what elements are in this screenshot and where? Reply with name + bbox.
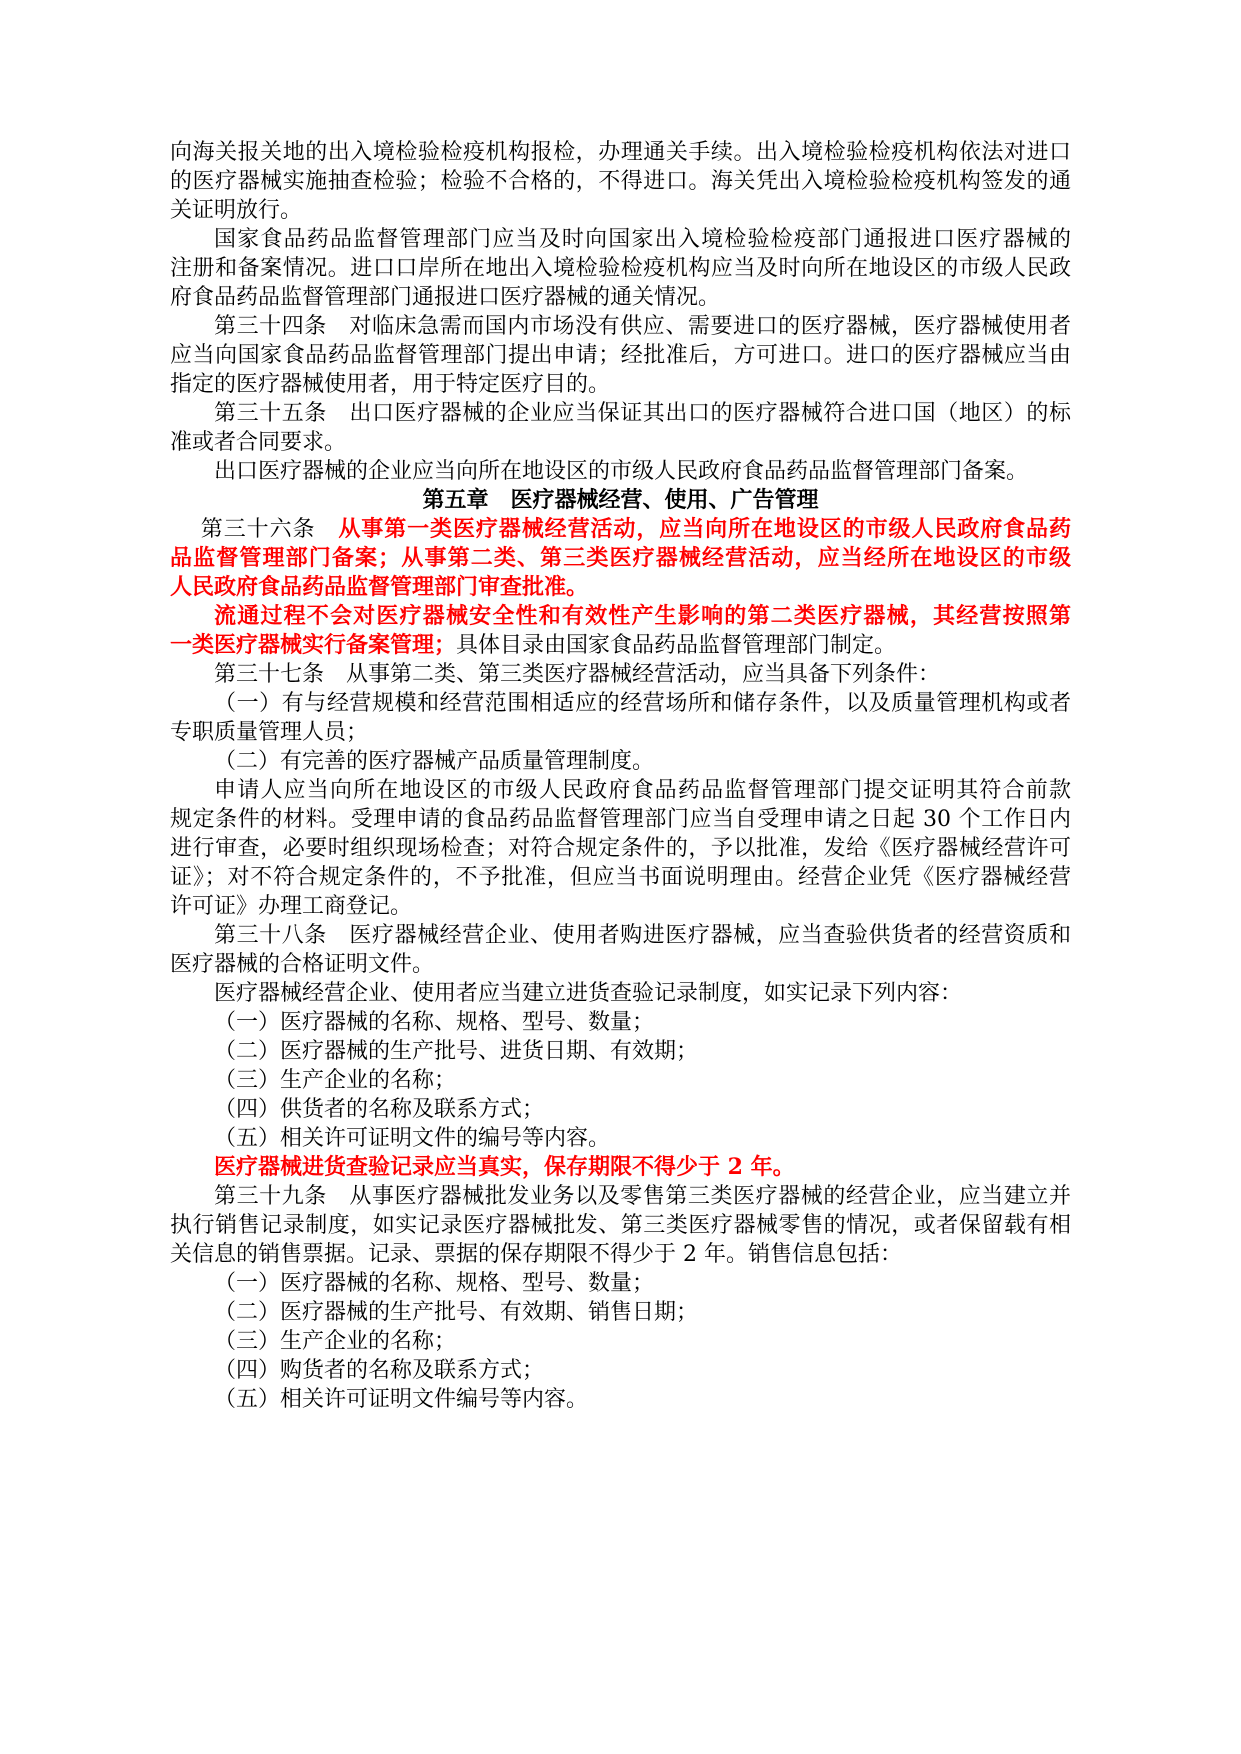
heading-text: 第五章 医疗器械经营、使用、广告管理: [422, 487, 819, 513]
text-run: （一）医疗器械的名称、规格、型号、数量；: [214, 1271, 655, 1296]
document-page: [170, 138, 1071, 1414]
text-run: 出口医疗器械的企业应当向所在地设区的市级人民政府食品药品监督管理部门备案。: [214, 459, 1029, 484]
text-run: （五）相关许可证明文件编号等内容。: [214, 1387, 589, 1412]
text-line: [170, 921, 1071, 950]
text-run: 向海关报关地的出入境检验检疫机构报检，办理通关手续。出入境检验检疫机构依法对进口: [170, 140, 1071, 165]
text-line: [170, 834, 1071, 863]
text-run: （四）购货者的名称及联系方式；: [214, 1358, 545, 1383]
text-line: [170, 1037, 1071, 1066]
text-run: 医疗器械的合格证明文件。: [170, 952, 435, 977]
text-line: [170, 1356, 1071, 1385]
text-line: [170, 573, 1071, 602]
highlighted-text-run: 人民政府食品药品监督管理部门审查批准。: [170, 574, 589, 600]
highlighted-text-run: 医疗器械进货查验记录应当真实，保存期限不得少于 2 年。: [214, 1154, 795, 1180]
text-run: （四）供货者的名称及联系方式；: [214, 1097, 545, 1122]
text-line: [170, 660, 1071, 689]
list-item: [170, 1066, 1071, 1095]
text-line: [170, 1153, 1071, 1182]
highlighted-paragraph: [170, 1153, 1071, 1182]
text-line: [170, 254, 1071, 283]
text-line: [170, 1182, 1071, 1211]
text-line: [170, 399, 1071, 428]
text-line: [170, 602, 1071, 631]
paragraph: [170, 225, 1071, 312]
paragraph: [170, 776, 1071, 921]
text-run: 第三十九条 从事医疗器械批发业务以及零售第三类医疗器械的经营企业，应当建立并: [214, 1184, 1071, 1209]
list-item: [170, 1327, 1071, 1356]
text-line: [170, 950, 1071, 979]
paragraph: [170, 457, 1071, 486]
chapter-heading: [170, 486, 1071, 515]
article-35-paragraph: [170, 399, 1071, 457]
list-item: [170, 1356, 1071, 1385]
text-line: [170, 863, 1071, 892]
highlighted-text-run: 从事第一类医疗器械经营活动，应当向所在地设区的市级人民政府食品药: [338, 516, 1071, 542]
text-line: [170, 1385, 1071, 1414]
text-run: （二）医疗器械的生产批号、进货日期、有效期；: [214, 1039, 699, 1064]
text-run: 专职质量管理人员；: [170, 720, 369, 745]
text-run: 许可证》办理工商登记。: [170, 894, 413, 919]
text-run: 注册和备案情况。进口口岸所在地出入境检验检疫机构应当及时向所在地设区的市级人民政: [170, 256, 1071, 281]
text-run: 执行销售记录制度，如实记录医疗器械批发、第三类医疗器械零售的情况，或者保留载有相: [170, 1213, 1071, 1238]
text-run: 证》；对不符合规定条件的，不予批准，但应当书面说明理由。经营企业凭《医疗器械经营: [170, 865, 1071, 890]
text-run: 的医疗器械实施抽查检验；检验不合格的，不得进口。海关凭出入境检验检疫机构签发的通: [170, 169, 1071, 194]
text-line: [170, 428, 1071, 457]
list-item: [170, 1385, 1071, 1414]
text-run: （一）有与经营规模和经营范围相适应的经营场所和储存条件，以及质量管理机构或者: [214, 691, 1071, 716]
text-line: [170, 1240, 1071, 1269]
text-run: 申请人应当向所在地设区的市级人民政府食品药品监督管理部门提交证明其符合前款: [214, 778, 1071, 803]
text-line: [170, 1124, 1071, 1153]
text-run: 第三十六条: [200, 517, 339, 542]
article-36-paragraph: [170, 515, 1071, 602]
text-run: 第三十四条 对临床急需而国内市场没有供应、需要进口的医疗器械，医疗器械使用者: [214, 314, 1071, 339]
text-run: 具体目录由国家食品药品监督管理部门制定。: [456, 633, 897, 658]
text-line: [170, 718, 1071, 747]
text-run: 应当向国家食品药品监督管理部门提出申请；经批准后，方可进口。进口的医疗器械应当由: [170, 343, 1071, 368]
list-item: [170, 1124, 1071, 1153]
text-line: [170, 370, 1071, 399]
text-line: [170, 225, 1071, 254]
text-run: 进行审查，必要时组织现场检查；对符合规定条件的，予以批准，发给《医疗器械经营许可: [170, 836, 1071, 861]
text-line: [170, 341, 1071, 370]
text-line: [170, 1298, 1071, 1327]
text-line: [170, 805, 1071, 834]
text-run: 第三十五条 出口医疗器械的企业应当保证其出口的医疗器械符合进口国（地区）的标: [214, 401, 1071, 426]
text-line: [170, 283, 1071, 312]
article-34-paragraph: [170, 312, 1071, 399]
text-line: [170, 776, 1071, 805]
list-item: [170, 1008, 1071, 1037]
text-line: [170, 138, 1071, 167]
list-item: [170, 1095, 1071, 1124]
text-line: [170, 1008, 1071, 1037]
highlighted-text-run: 一类医疗器械实行备案管理；: [170, 632, 457, 658]
text-line: [170, 457, 1071, 486]
text-run: 准或者合同要求。: [170, 430, 347, 455]
text-run: 第三十八条 医疗器械经营企业、使用者购进医疗器械，应当查验供货者的经营资质和: [214, 923, 1071, 948]
text-line: [170, 1211, 1071, 1240]
text-line: [170, 1327, 1071, 1356]
text-line: [170, 515, 1071, 544]
text-line: [170, 979, 1071, 1008]
list-item: [170, 689, 1071, 747]
highlighted-text-run: 品监督管理部门备案；从事第二类、第三类医疗器械经营活动，应当经所在地设区的市级: [170, 545, 1071, 571]
text-line: [170, 544, 1071, 573]
text-run: （一）医疗器械的名称、规格、型号、数量；: [214, 1010, 655, 1035]
text-run: （五）相关许可证明文件的编号等内容。: [214, 1126, 611, 1151]
text-run: 关证明放行。: [170, 198, 303, 223]
text-run: 医疗器械经营企业、使用者应当建立进货查验记录制度，如实记录下列内容：: [214, 981, 963, 1006]
continuation-paragraph: [170, 138, 1071, 225]
list-item: [170, 747, 1071, 776]
text-run: （二）医疗器械的生产批号、有效期、销售日期；: [214, 1300, 699, 1325]
text-line: [170, 196, 1071, 225]
text-run: 指定的医疗器械使用者，用于特定医疗目的。: [170, 372, 611, 397]
text-line: [170, 167, 1071, 196]
text-line: [170, 631, 1071, 660]
text-run: 第三十七条 从事第二类、第三类医疗器械经营活动，应当具备下列条件：: [214, 662, 941, 687]
text-run: 国家食品药品监督管理部门应当及时向国家出入境检验检疫部门通报进口医疗器械的: [214, 227, 1071, 252]
text-run: 关信息的销售票据。记录、票据的保存期限不得少于 2 年。销售信息包括：: [170, 1242, 902, 1267]
text-line: [170, 747, 1071, 776]
paragraph: [170, 979, 1071, 1008]
paragraph: [170, 602, 1071, 660]
text-line: [170, 1066, 1071, 1095]
text-line: [170, 892, 1071, 921]
text-run: 规定条件的材料。受理申请的食品药品监督管理部门应当自受理申请之日起 30 个工作日内: [170, 807, 1071, 832]
text-run: （三）生产企业的名称；: [214, 1068, 457, 1093]
list-item: [170, 1037, 1071, 1066]
article-39-paragraph: [170, 1182, 1071, 1269]
text-run: （三）生产企业的名称；: [214, 1329, 457, 1354]
text-line: [170, 486, 1071, 515]
list-item: [170, 1269, 1071, 1298]
highlighted-text-run: 流通过程不会对医疗器械安全性和有效性产生影响的第二类医疗器械，其经营按照第: [214, 603, 1071, 629]
text-line: [170, 689, 1071, 718]
text-run: 府食品药品监督管理部门通报进口医疗器械的通关情况。: [170, 285, 721, 310]
text-run: （二）有完善的医疗器械产品质量管理制度。: [214, 749, 655, 774]
list-item: [170, 1298, 1071, 1327]
text-line: [170, 1095, 1071, 1124]
article-38-paragraph: [170, 921, 1071, 979]
text-line: [170, 312, 1071, 341]
article-37-paragraph: [170, 660, 1071, 689]
text-line: [170, 1269, 1071, 1298]
